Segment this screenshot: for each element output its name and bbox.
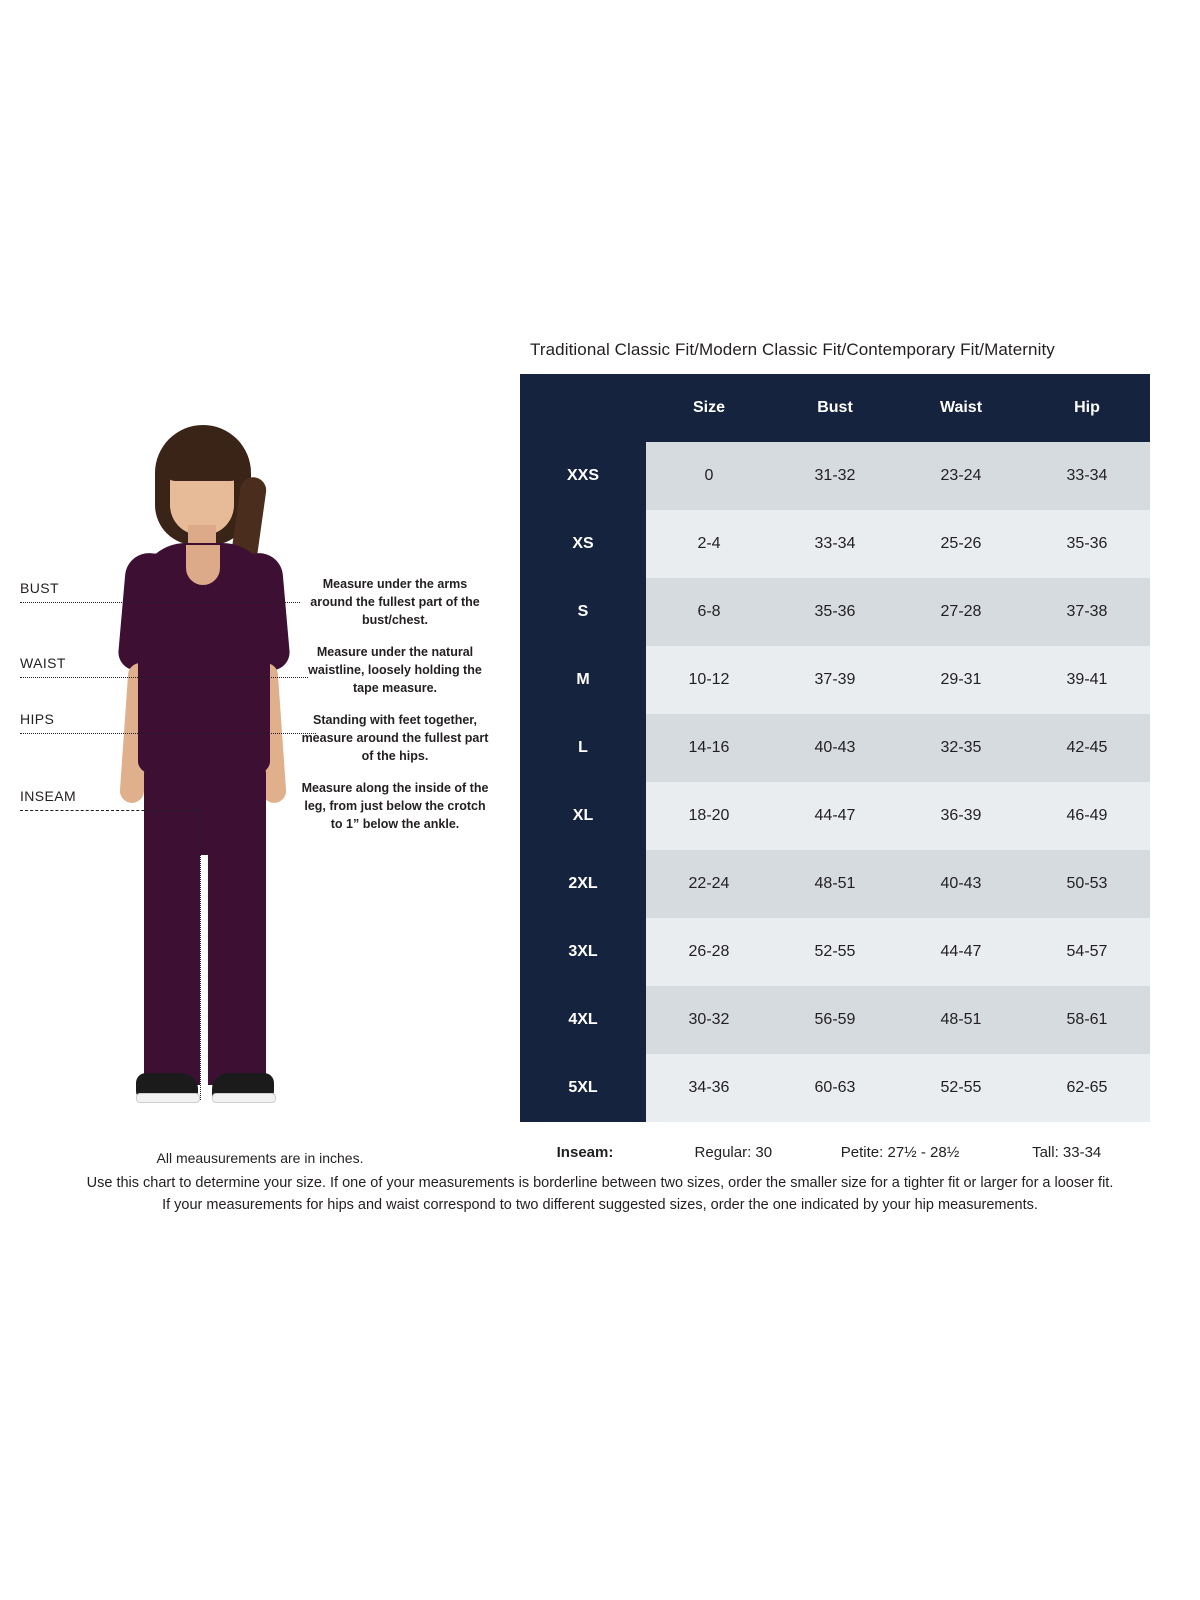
cell-size: 0 <box>646 442 772 510</box>
guide-line-inseam <box>20 810 200 811</box>
table-header <box>520 374 1150 442</box>
chart-title: Traditional Classic Fit/Modern Classic Fit/Contemporary Fit/Maternity <box>530 340 1055 359</box>
cell-size: 22-24 <box>646 850 772 918</box>
row-label-xl: XL <box>520 782 646 850</box>
cell-bust: 48-51 <box>772 850 898 918</box>
footer-note <box>0 1172 1200 1217</box>
cell-waist: 44-47 <box>898 918 1024 986</box>
size-chart-table <box>520 374 1150 1122</box>
model-shoe-sole-left <box>136 1093 200 1103</box>
instruction-hips: Standing with feet together, measure around the fullest part of the hips. <box>301 713 489 764</box>
cell-hip: 37-38 <box>1024 578 1150 646</box>
cell-waist: 48-51 <box>898 986 1024 1054</box>
row-label-4xl: 4XL <box>520 986 646 1054</box>
guide-label-bust: BUST <box>20 580 59 596</box>
row-label-5xl: 5XL <box>520 1054 646 1122</box>
cell-size: 18-20 <box>646 782 772 850</box>
instruction-waist: Measure under the natural waistline, loosely holding the tape measure. <box>308 645 482 696</box>
cell-bust: 37-39 <box>772 646 898 714</box>
table-row <box>520 442 1150 510</box>
cell-hip: 62-65 <box>1024 1054 1150 1122</box>
cell-hip: 42-45 <box>1024 714 1150 782</box>
cell-waist: 36-39 <box>898 782 1024 850</box>
cell-hip: 33-34 <box>1024 442 1150 510</box>
cell-size: 6-8 <box>646 578 772 646</box>
inseam-tall: Tall: 33-34 <box>1032 1143 1102 1161</box>
table-row <box>520 782 1150 850</box>
cell-size: 34-36 <box>646 1054 772 1122</box>
row-label-xxs: XXS <box>520 442 646 510</box>
cell-size: 30-32 <box>646 986 772 1054</box>
guide-line-bust <box>20 602 300 603</box>
guide-label-inseam: INSEAM <box>20 788 77 804</box>
cell-bust: 44-47 <box>772 782 898 850</box>
row-label-3xl: 3XL <box>520 918 646 986</box>
cell-waist: 29-31 <box>898 646 1024 714</box>
table-row <box>520 850 1150 918</box>
column-header-waist: Waist <box>898 374 1024 442</box>
size-chart-panel <box>520 340 1160 1182</box>
model-pant-leg-gap <box>200 855 208 1085</box>
cell-size: 10-12 <box>646 646 772 714</box>
model-illustration <box>100 425 320 1145</box>
cell-size: 2-4 <box>646 510 772 578</box>
cell-hip: 39-41 <box>1024 646 1150 714</box>
model-hair-front <box>164 441 242 481</box>
cell-waist: 52-55 <box>898 1054 1024 1122</box>
row-label-l: L <box>520 714 646 782</box>
cell-waist: 23-24 <box>898 442 1024 510</box>
model-neckline <box>186 545 220 585</box>
inseam-label: Inseam: <box>556 1143 614 1161</box>
row-label-m: M <box>520 646 646 714</box>
cell-hip: 46-49 <box>1024 782 1150 850</box>
units-note: All meausurements are in inches. <box>156 1150 364 1166</box>
instruction-bust: Measure under the arms around the fullest part of the bust/chest. <box>310 577 480 628</box>
table-row <box>520 714 1150 782</box>
table-row <box>520 510 1150 578</box>
row-label-xs: XS <box>520 510 646 578</box>
table-row <box>520 918 1150 986</box>
measurement-figure-panel <box>0 330 520 1190</box>
cell-hip: 54-57 <box>1024 918 1150 986</box>
cell-bust: 60-63 <box>772 1054 898 1122</box>
cell-hip: 58-61 <box>1024 986 1150 1054</box>
guide-label-waist: WAIST <box>20 655 66 671</box>
cell-bust: 33-34 <box>772 510 898 578</box>
row-label-s: S <box>520 578 646 646</box>
inseam-regular: Regular: 30 <box>694 1143 773 1161</box>
cell-bust: 56-59 <box>772 986 898 1054</box>
cell-hip: 35-36 <box>1024 510 1150 578</box>
guide-label-hips: HIPS <box>20 711 55 727</box>
cell-size: 14-16 <box>646 714 772 782</box>
column-header-size: Size <box>646 374 772 442</box>
row-label-2xl: 2XL <box>520 850 646 918</box>
cell-waist: 40-43 <box>898 850 1024 918</box>
inseam-petite: Petite: 27½ - 28½ <box>840 1143 960 1161</box>
column-header-bust: Bust <box>772 374 898 442</box>
table-row <box>520 646 1150 714</box>
guide-line-inseam-vertical <box>200 810 201 1100</box>
table-row <box>520 986 1150 1054</box>
column-header-hip: Hip <box>1024 374 1150 442</box>
cell-bust: 52-55 <box>772 918 898 986</box>
footer-line-1: Use this chart to determine your size. If one of your measurements is borderline between two sizes, order the smaller size for a tighter fit or larger for a looser fit. <box>86 1175 1114 1191</box>
table-row <box>520 1054 1150 1122</box>
cell-bust: 31-32 <box>772 442 898 510</box>
guide-line-waist <box>20 677 308 678</box>
cell-hip: 50-53 <box>1024 850 1150 918</box>
footer-line-2: If your measurements for hips and waist correspond to two different suggested sizes, order the one indicated by your hip measurements. <box>162 1197 1038 1214</box>
table-body <box>520 442 1150 1122</box>
cell-size: 26-28 <box>646 918 772 986</box>
column-header-blank <box>520 374 646 442</box>
cell-bust: 35-36 <box>772 578 898 646</box>
cell-waist: 32-35 <box>898 714 1024 782</box>
guide-line-hips <box>20 733 316 734</box>
table-row <box>520 578 1150 646</box>
model-shoe-sole-right <box>212 1093 276 1103</box>
table-header-row <box>520 374 1150 442</box>
cell-waist: 27-28 <box>898 578 1024 646</box>
cell-waist: 25-26 <box>898 510 1024 578</box>
cell-bust: 40-43 <box>772 714 898 782</box>
instruction-inseam: Measure along the inside of the leg, from just below the crotch to 1” below the ankle. <box>301 781 489 832</box>
